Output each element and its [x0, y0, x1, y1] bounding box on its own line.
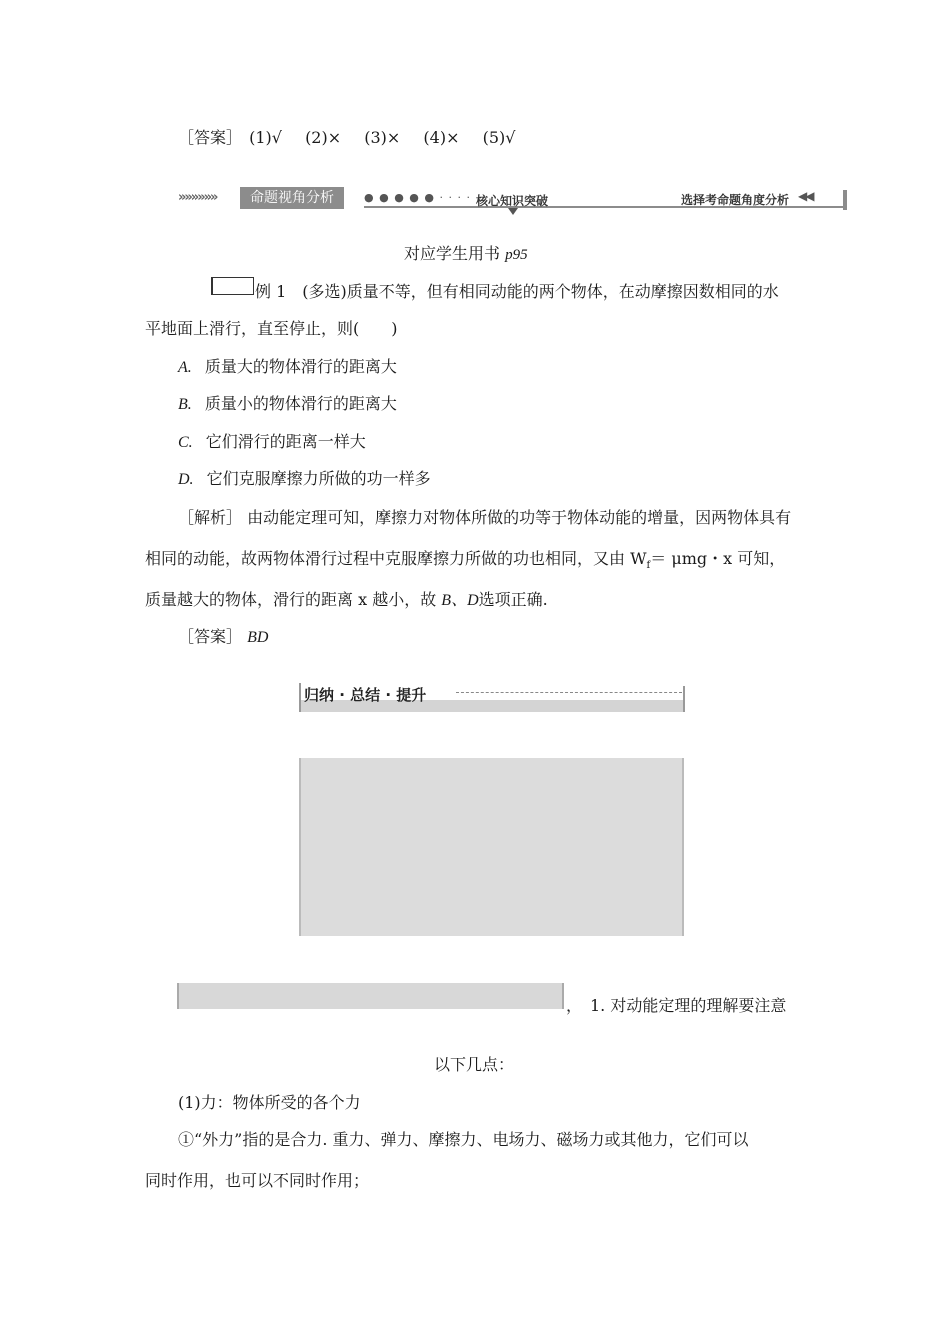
analysis-text: ＝ μmg・x 可知，	[650, 549, 786, 568]
reference-page: p95	[505, 247, 528, 263]
option-text: 它们克服摩擦力所做的功一样多	[206, 469, 431, 488]
answer-item: (4)×	[423, 128, 460, 147]
analysis-options: B、D	[441, 592, 479, 609]
answer-label: ［答案］	[178, 627, 248, 646]
option-d	[178, 469, 431, 490]
banner-dots-icon: ● ● ● ● ● · · · ·	[364, 191, 471, 204]
option-letter: D.	[178, 471, 194, 488]
subscript: f	[646, 560, 651, 572]
summary-right-bar	[683, 686, 685, 712]
book-reference	[404, 244, 528, 265]
analysis-text: 相同的动能，故两物体滑行过程中克服摩擦力所做的功也相同，又由 W	[145, 549, 647, 568]
banner-tag: 命题视角分析	[240, 187, 344, 209]
point-1-heading: ， 1. 对动能定理的理解要注意	[566, 996, 787, 1015]
banner-right-label: 选择考命题角度分析	[681, 193, 790, 207]
option-a	[178, 357, 397, 378]
option-text: 质量小的物体滑行的距离大	[204, 394, 397, 413]
answer-line-2	[178, 627, 268, 648]
summary-header	[299, 683, 685, 712]
answer-value: BD	[247, 629, 269, 646]
answer-label: ［答案］	[178, 128, 243, 147]
analysis-line-1: ［解析］ 由动能定理可知，摩擦力对物体所做的功等于物体动能的增量，因两物体具有	[178, 508, 792, 527]
option-c	[178, 432, 366, 453]
body-paragraph-2-line-2: 同时作用，也可以不同时作用；	[145, 1171, 370, 1190]
example-line-2: 平地面上滑行，直至停止，则( )	[145, 319, 398, 338]
point-1-continuation: 以下几点：	[434, 1055, 515, 1074]
example-line-1: 例 1 (多选)质量不等，但有相同动能的两个物体，在动摩擦因数相同的水	[255, 282, 779, 301]
banner-center-label: 核心知识突破	[476, 194, 549, 208]
answer-item: (5)√	[482, 128, 516, 147]
analysis-text: 质量越大的物体，滑行的距离 x 越小，故	[145, 590, 442, 609]
option-letter: A.	[178, 359, 192, 376]
image-placeholder-bar	[177, 983, 564, 1009]
banner-left-arrows-icon: ◀◀	[798, 189, 813, 203]
summary-dashed-line	[456, 692, 682, 693]
option-b	[178, 394, 397, 415]
reference-text: 对应学生用书	[404, 244, 506, 263]
image-placeholder	[299, 758, 684, 936]
option-letter: C.	[178, 434, 193, 451]
analysis-line-2	[145, 549, 785, 576]
summary-title: 归纳 · 总结 · 提升	[304, 686, 427, 704]
answer-line	[178, 128, 515, 148]
analysis-line-3	[145, 590, 548, 611]
banner-arrows-icon: »»»»»»	[178, 190, 217, 205]
answer-item: (1)√	[249, 128, 282, 147]
triangle-down-icon	[508, 208, 518, 215]
answer-item: (2)×	[305, 128, 342, 147]
analysis-text: 选项正确.	[478, 590, 548, 609]
body-paragraph-2-line-1: ①“外力”指的是合力. 重力、弹力、摩擦力、电场力、磁场力或其他力，它们可以	[178, 1130, 749, 1149]
option-letter: B.	[178, 396, 192, 413]
section-banner	[178, 186, 848, 212]
answer-item: (3)×	[364, 128, 401, 147]
body-paragraph-1: (1)力：物体所受的各个力	[178, 1093, 361, 1112]
example-box-icon	[211, 277, 254, 295]
banner-end-bar	[843, 190, 847, 210]
option-text: 它们滑行的距离一样大	[205, 432, 366, 451]
summary-left-bar	[299, 683, 301, 712]
option-text: 质量大的物体滑行的距离大	[204, 357, 397, 376]
